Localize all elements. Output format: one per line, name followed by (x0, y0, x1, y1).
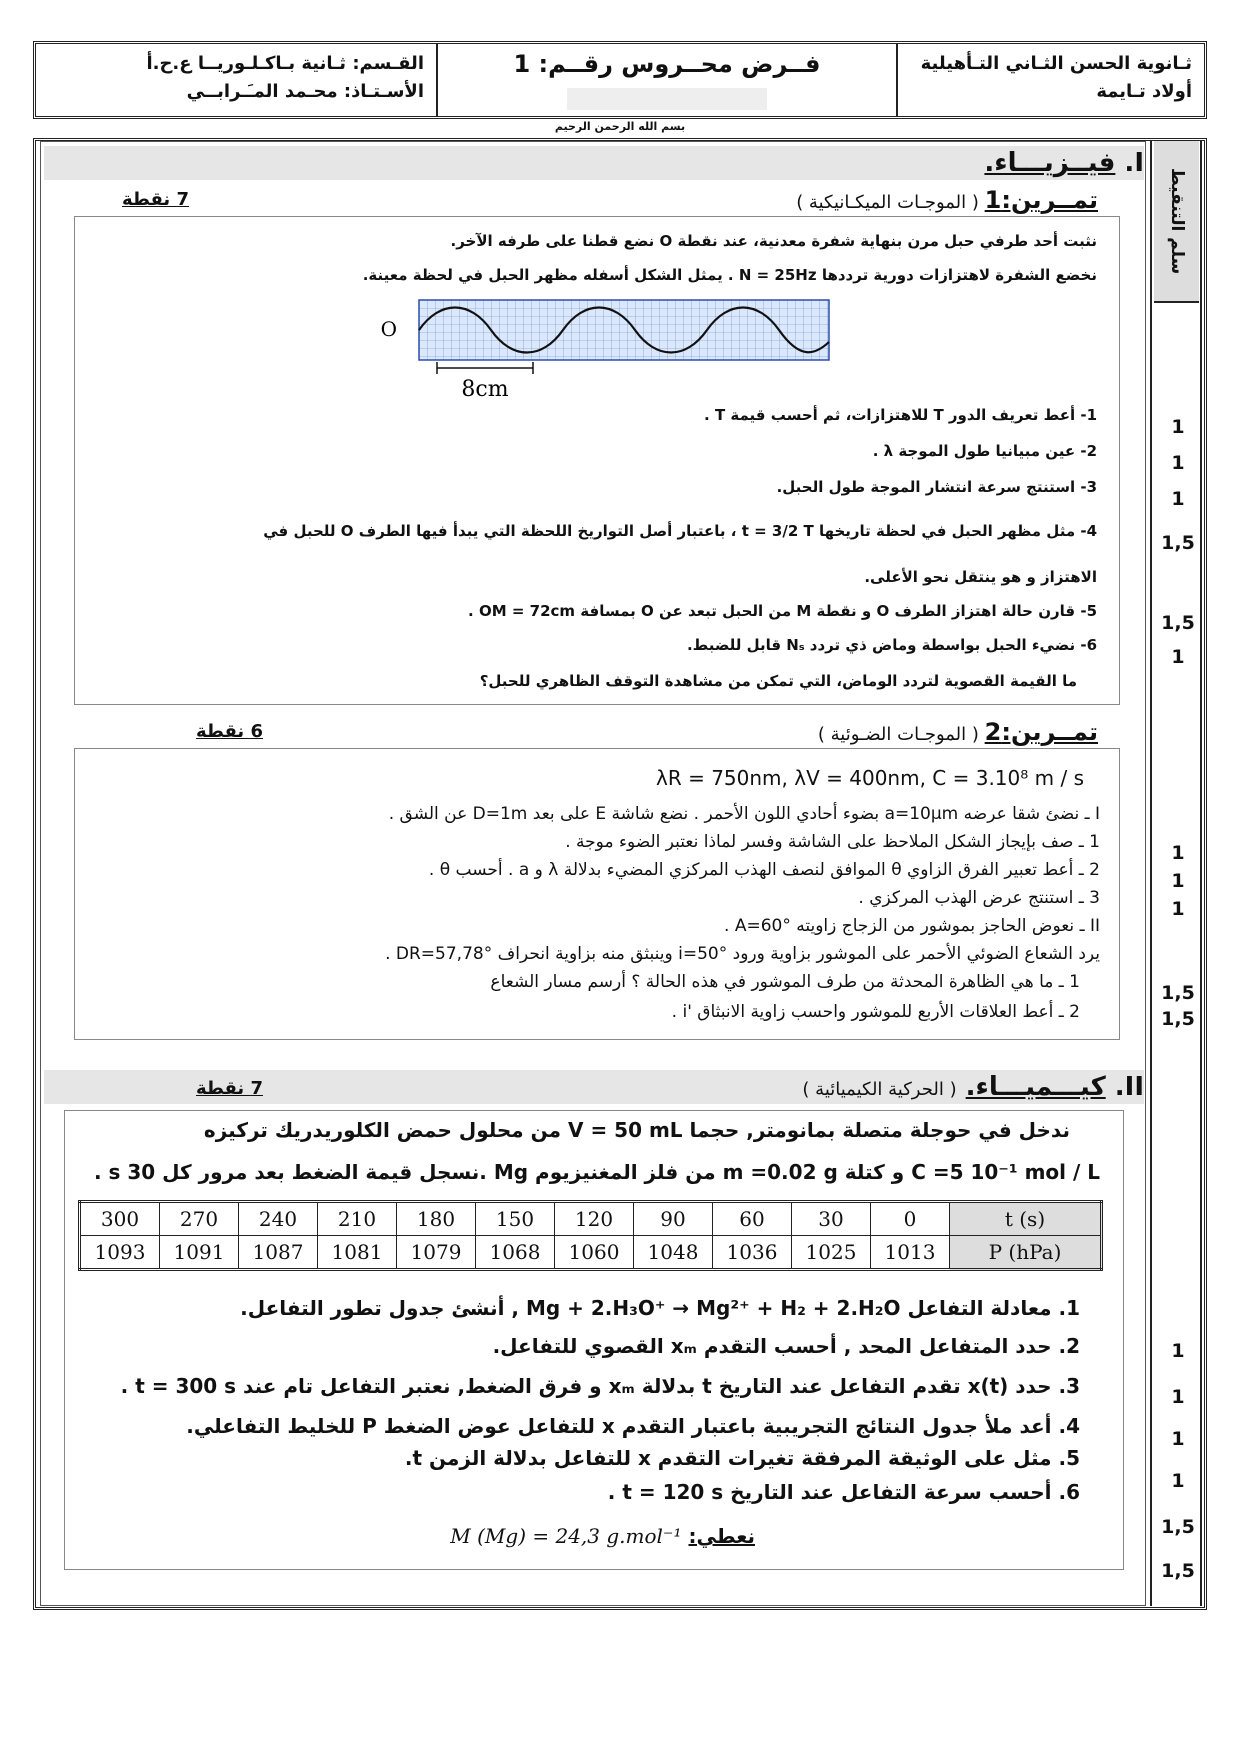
mark: 1,5 (1161, 612, 1195, 634)
point-o-label: O (380, 317, 397, 341)
t-cell: 120 (555, 1202, 634, 1236)
ex1-intro-1: نثبت أحد طرفي حبل مرن بنهاية شفرة معدنية، عند نقطة O نضع قطنا على طرفه الآخر. (450, 232, 1097, 250)
rope-figure (380, 300, 835, 402)
mark: 1 (1171, 898, 1185, 920)
t-cell: 270 (160, 1202, 239, 1236)
mark: 1 (1171, 416, 1185, 438)
mark: 1 (1171, 1428, 1185, 1450)
ex2-label: تمــرين:2 (984, 718, 1098, 746)
mark: 1,5 (1161, 1008, 1195, 1030)
chem-q1: 1. معادلة التفاعل Mg + 2.H₃O⁺ → Mg²⁺ + H₂ + 2.H₂O , أنشئ جدول تطور التفاعل. (240, 1296, 1080, 1320)
ex1-label: تمــرين:1 (984, 186, 1098, 214)
ex2-heading (818, 718, 1098, 746)
ex1-points: 7 نقطة (122, 189, 189, 210)
ex2-topic: ( الموجـات الضـوئية ) (817, 724, 979, 745)
given-label: نعطي: (688, 1524, 755, 1548)
class-cell (36, 44, 436, 116)
rope-svg (380, 300, 835, 402)
chem-q6: 6. أحسب سرعة التفاعل عند التاريخ t = 120 s . (607, 1480, 1080, 1504)
time-header: t (s) (950, 1202, 1102, 1236)
basmala: بسم الله الرحمن الرحيم (554, 120, 686, 133)
pressure-table (78, 1200, 1103, 1271)
ex1-box (74, 216, 1120, 705)
ex1-q4-line1: 4- مثل مظهر الحبل في لحظة تاريخها t = 3/2 T ، باعتبار أصل التواريخ اللحظة التي يبدأ فيها الطرف O للحبل في (263, 522, 1097, 540)
t-cell: 300 (80, 1202, 160, 1236)
molar-mass: M (Mg) = 24,3 g.mol⁻¹ (450, 1524, 682, 1548)
exam-title: فــرض محــروس رقــم: 1 (513, 50, 821, 78)
school-name: ثـانوية الحسن الثـاني التـأهيلية (920, 53, 1192, 74)
ex2-line-1: I ـ نضئ شقا عرضه a=10μm بضوء أحادي اللون الأحمر . نضع شاشة E على بعد D=1m عن الشق . (388, 804, 1100, 824)
mark: 1 (1171, 488, 1185, 510)
mark: 1 (1171, 870, 1185, 892)
class-label: القـسم: ثـانية بـاكـلـوريــا ع.ح.أ (146, 53, 424, 74)
ex2-line-2: 1 ـ صف بإيجاز الشكل الملاحظ على الشاشة وفسر لماذا نعتبر الضوء موجة . (565, 832, 1100, 852)
physics-bar (44, 146, 1144, 180)
time-row (80, 1202, 1102, 1236)
school-town: أولاد تـايمة (1096, 81, 1192, 102)
mark: 1 (1171, 646, 1185, 668)
ex1-q4-line2: الاهتزاز و هو ينتقل نحو الأعلى. (864, 568, 1097, 586)
p-cell: 1087 (239, 1236, 318, 1270)
chemistry-title: كيـــميـــاء. (965, 1072, 1106, 1102)
chemistry-number: II. (1114, 1072, 1144, 1102)
mark: 1 (1171, 842, 1185, 864)
ex1-q2: 2- عين مبيانيا طول الموجة λ . (872, 442, 1097, 460)
chem-q2: 2. حدد المتفاعل المحد , أحسب التقدم xₘ القصوي للتفاعل. (492, 1334, 1080, 1358)
t-cell: 60 (713, 1202, 792, 1236)
chem-q5: 5. مثل على الوثيقة المرفقة تغيرات التقدم x للتفاعل بدلالة الزمن t. (404, 1446, 1080, 1470)
chem-intro-1: ندخل في حوجلة متصلة بمانومتر, حجما V = 50 mL من محلول حمض الكلوريدريك تركيزه (203, 1118, 1070, 1142)
p-cell: 1060 (555, 1236, 634, 1270)
ex1-intro-2: نخضع الشفرة لاهتزازات دورية ترددها N = 25Hz . يمثل الشكل أسفله مظهر الحبل في لحظة معينة. (362, 266, 1097, 284)
t-cell: 0 (871, 1202, 950, 1236)
pressure-header: P (hPa) (950, 1236, 1102, 1270)
ex1-q5: 5- قارن حالة اهتزاز الطرف O و نقطة M من الحبل تبعد عن O بمسافة OM = 72cm . (468, 602, 1097, 620)
ex1-heading (796, 186, 1098, 214)
t-cell: 90 (634, 1202, 713, 1236)
mark: 1 (1171, 1340, 1185, 1362)
mark: 1 (1171, 1470, 1185, 1492)
pressure-table-wrap (78, 1200, 1103, 1271)
mark: 1,5 (1161, 982, 1195, 1004)
t-cell: 30 (792, 1202, 871, 1236)
ex2-points: 6 نقطة (196, 721, 263, 742)
chem-q3: 3. حدد x(t) تقدم التفاعل عند التاريخ t بدلالة xₘ و فرق الضغط, نعتبر التفاعل تام عند t = 300 s . (120, 1374, 1080, 1398)
chem-q4: 4. أعد ملأ جدول النتائج التجريبية باعتبار التقدم x للتفاعل عوض الضغط P للخليط التفاعلي. (186, 1414, 1080, 1438)
pressure-row (80, 1236, 1102, 1270)
t-cell: 240 (239, 1202, 318, 1236)
teacher-label: الأسـتـاذ: محـمد المـَـرابــي (186, 81, 424, 102)
p-cell: 1048 (634, 1236, 713, 1270)
p-cell: 1079 (397, 1236, 476, 1270)
header-table (33, 41, 1207, 119)
ex2-line-3: 2 ـ أعط تعبير الفرق الزاوي θ الموافق لنصف الهذب المركزي المضيء بدلالة λ و a . أحسب θ . (428, 860, 1100, 880)
ex1-q6-line2: ما القيمة القصوية لتردد الوماض، التي تمكن من مشاهدة التوقف الظاهري للحبل؟ (479, 672, 1077, 690)
mark: 1,5 (1161, 1516, 1195, 1538)
p-cell: 1081 (318, 1236, 397, 1270)
p-cell: 1091 (160, 1236, 239, 1270)
physics-title: فيــزيـــاء. (984, 148, 1116, 178)
grid (419, 300, 829, 360)
t-cell: 210 (318, 1202, 397, 1236)
school-cell (896, 44, 1204, 116)
scale-header (1154, 141, 1199, 303)
t-cell: 180 (397, 1202, 476, 1236)
physics-heading (984, 148, 1144, 178)
ex2-line-8: 2 ـ أعط العلاقات الأربع للموشور واحسب زاوية الانبثاق 'i . (671, 1002, 1080, 1022)
chemistry-points: 7 نقطة (196, 1078, 263, 1099)
mark: 1,5 (1161, 532, 1195, 554)
chemistry-heading (802, 1072, 1144, 1102)
mark: 1,5 (1161, 1560, 1195, 1582)
scale-title: سلم التنقيط (1166, 167, 1187, 275)
p-cell: 1025 (792, 1236, 871, 1270)
ex1-q1: 1- أعط تعريف الدور T للاهتزازات، ثم أحسب قيمة T . (704, 406, 1097, 424)
mark: 1 (1171, 1386, 1185, 1408)
ex2-line-4: 3 ـ استنتج عرض الهذب المركزي . (858, 888, 1100, 908)
p-cell: 1068 (476, 1236, 555, 1270)
ex1-topic: ( الموجـات الميكـانيكية ) (796, 192, 979, 213)
ex2-line-5: II ـ نعوض الحاجز بموشور من الزجاج زاويته A=60° . (724, 916, 1100, 936)
ex2-line-7: 1 ـ ما هي الظاهرة المحدثة من طرف الموشور في هذه الحالة ؟ أرسم مسار الشعاع (490, 972, 1080, 992)
ex2-given: λR = 750nm, λV = 400nm, C = 3.10⁸ m / s (656, 766, 1084, 790)
ex1-q3: 3- استنتج سرعة انتشار الموجة طول الحبل. (776, 478, 1097, 496)
exam-title-cell (436, 44, 896, 116)
chem-given (450, 1524, 755, 1548)
p-cell: 1013 (871, 1236, 950, 1270)
chemistry-topic: ( الحركية الكيميائية ) (802, 1079, 957, 1100)
grey-strip (567, 88, 767, 110)
t-cell: 150 (476, 1202, 555, 1236)
scale-label: 8cm (461, 377, 509, 402)
ex1-q6-line1: 6- نضيء الحبل بواسطة وماض ذي تردد Nₛ قابل للضبط. (686, 636, 1097, 654)
p-cell: 1093 (80, 1236, 160, 1270)
ex2-line-6: يرد الشعاع الضوئي الأحمر على الموشور بزاوية ورود i=50° وينبثق منه بزاوية انحراف DR=57,78° . (385, 944, 1100, 964)
mark: 1 (1171, 452, 1185, 474)
physics-number: I. (1124, 148, 1144, 178)
p-cell: 1036 (713, 1236, 792, 1270)
chem-intro-2: C =5 10⁻¹ mol / L و كتلة m =0.02 g من فلز المغنيزيوم Mg .نسجل قيمة الضغط بعد مرور كل 30 s . (93, 1160, 1100, 1184)
